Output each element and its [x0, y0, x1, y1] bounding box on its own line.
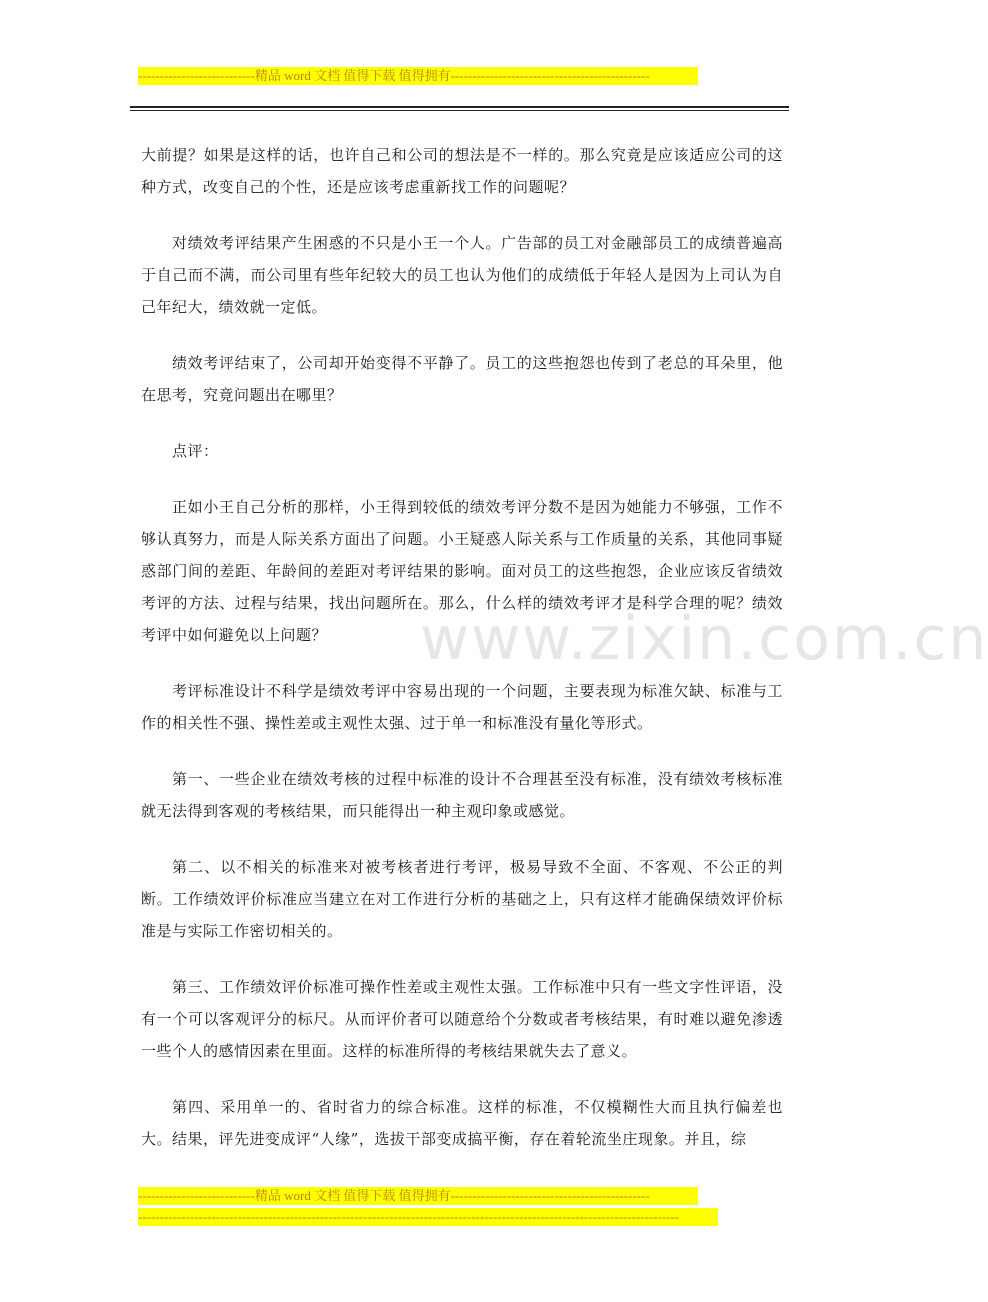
- paragraph-2: 对绩效考评结果产生困惑的不只是小王一个人。广告部的员工对金融部员工的成绩普遍高于自己而不满，而公司里有些年纪较大的员工也认为他们的成绩低于年轻人是因为上司认为自己年纪大，绩效就一定低。: [141, 234, 783, 316]
- paragraph-6: 考评标准设计不科学是绩效考评中容易出现的一个问题，主要表现为标准欠缺、标准与工作的相关性不强、操性差或主观性太强、过于单一和标准没有量化等形式。: [141, 682, 783, 732]
- paragraph-9: 第三、工作绩效评价标准可操作性差或主观性太强。工作标准中只有一些文字性评语，没有一个可以客观评分的标尺。从而评价者可以随意给个分数或者考核结果，有时难以避免渗透一些个人的感情因素在里面。这样的标准所得的考核结果就失去了意义。: [141, 978, 783, 1060]
- header-rule-thin: [130, 110, 789, 111]
- paragraph-5: 正如小王自己分析的那样，小王得到较低的绩效考评分数不是因为她能力不够强，工作不够认真努力，而是人际关系方面出了问题。小王疑惑人际关系与工作质量的关系，其他同事疑惑部门间的差距、年龄间的差距对考评结果的影响。面对员工的这些抱怨，企业应该反省绩效考评的方法、过程与结果，找出问题所在。那么，什么样的绩效考评才是科学合理的呢？绩效考评中如何避免以上问题？: [141, 498, 783, 644]
- watermark-text: www.zixin.com.cn: [420, 604, 988, 674]
- header-rule-thick: [130, 106, 789, 108]
- document-body: [141, 139, 783, 1179]
- paragraph-10: 第四、采用单一的、省时省力的综合标准。这样的标准，不仅模糊性大而且执行偏差也大。结果，评先进变成评“人缘”，选拔干部变成搞平衡，存在着轮流坐庄现象。并且，综: [141, 1098, 783, 1148]
- paragraph-8: 第二、以不相关的标准来对被考核者进行考评，极易导致不全面、不客观、不公正的判断。工作绩效评价标准应当建立在对工作进行分析的基础之上，只有这样才能确保绩效评价标准是与实际工作密切相关的。: [141, 858, 783, 940]
- footer-dashes: -----------------------------------------------------------------------------------------------------------------------------: [138, 1208, 718, 1226]
- header-banner: ---------------------------精品 word 文档 值得下载 值得拥有----------------------------------------------: [138, 67, 698, 85]
- review-heading: 点评：: [172, 442, 219, 460]
- footer-banner: ---------------------------精品 word 文档 值得下载 值得拥有----------------------------------------------: [138, 1187, 698, 1205]
- paragraph-3: 绩效考评结束了，公司却开始变得不平静了。员工的这些抱怨也传到了老总的耳朵里，他在思考，究竟问题出在哪里？: [141, 354, 783, 404]
- paragraph-7: 第一、一些企业在绩效考核的过程中标准的设计不合理甚至没有标准，没有绩效考核标准就无法得到客观的考核结果，而只能得出一种主观印象或感觉。: [141, 770, 783, 820]
- paragraph-1: 大前提？如果是这样的话，也许自己和公司的想法是不一样的。那么究竟是应该适应公司的这种方式，改变自己的个性，还是应该考虑重新找工作的问题呢？: [141, 146, 783, 196]
